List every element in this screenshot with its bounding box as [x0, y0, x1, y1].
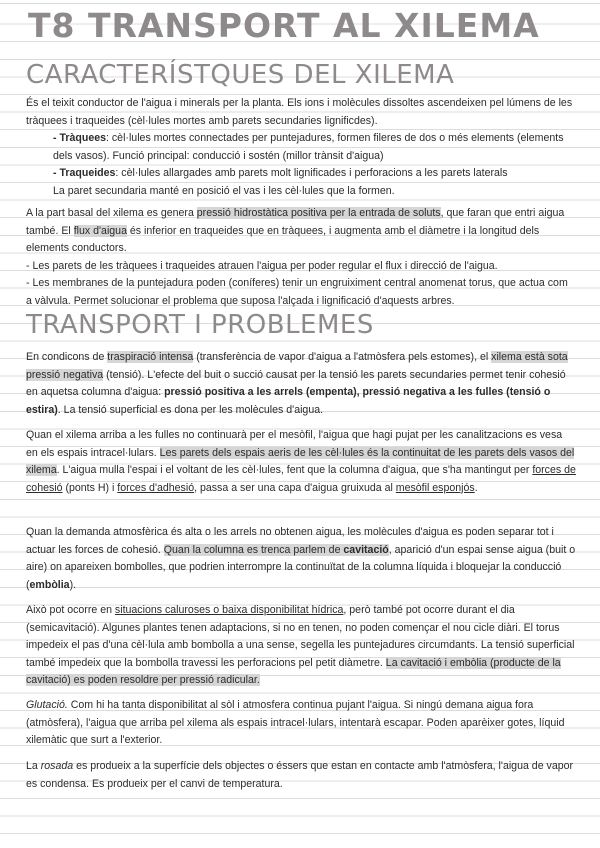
guttation-block	[26, 697, 576, 750]
xylem-definition-block	[26, 95, 576, 201]
highlight-root-pressure: La cavitació i embòlia (producte de la cavitació) es poden resoldre per pressió radicular.	[26, 656, 561, 687]
leaf-arrival-block	[26, 427, 576, 497]
text-run: Quan la columna es trenca parlem de	[163, 543, 344, 556]
text-run: . La tensió superficial es dona per les molècules d'aigua.	[57, 403, 324, 416]
semicavitation-paragraph	[26, 602, 576, 690]
text-run: és inferior en traqueides que en tràquees, i augmenta amb el diàmetre i la longitud dels elements conductors.	[26, 224, 540, 255]
underline-hot-conditions: situacions caluroses o baixa disponibilitat hídrica	[114, 604, 344, 616]
traqueides-label: - Traqueides	[53, 167, 116, 180]
text-run: En condicons de	[26, 351, 108, 363]
text-run: . L'aigua mulla l'espai i el voltant de les cèl·lules, fent que la columna d'aigua, que s'ha mantingut per	[56, 464, 533, 477]
bullet-torus: - Les membranes de la puntejadura poden (coníferes) tenir un engruiximent central anomenat torus, que actua com a vàlvula. Permet solucionar el problema que suposa l'alçada i lignificació d'aquests arbres.	[26, 277, 568, 307]
underline-spongy-mesophyll: mesòfil esponjós	[395, 481, 475, 494]
xylem-intro-paragraph: És el teixit conductor de l'aigua i minerals per la planta. Els ions i molècules dissoltes ascendeixen pel lúmens de les tràquees i traqueides (cèl·lules mortes amb parets secundaries lignificdes).	[26, 97, 573, 127]
guttation-paragraph	[26, 697, 576, 750]
page-title: T8 TRANSPORT AL XILEMA	[28, 6, 540, 45]
highlight-cavitation	[164, 544, 389, 556]
bullet-wall-attraction: - Les parets de les tràquees i traqueides atrauen l'aigua per poder regular el flux i direcció de l'aigua.	[26, 259, 498, 272]
traquees-text: : cèl·lules mortes connectades per puntejadures, formen fileres de dos o més elements (elements dels vasos). Funció principal: conducció i sostén (millor trànsit d'aigua)	[53, 132, 564, 162]
highlight-hydrostatic-pressure: pressió hidrostàtica positiva per la entrada de soluts	[196, 207, 441, 219]
secondary-wall-note: La paret secundaria manté en posició el vas i les cèl·lules que la formen.	[53, 184, 395, 197]
traquees-item	[26, 130, 576, 165]
dew-block	[26, 758, 576, 793]
text-run: , però també pot ocorre durant el dia (semicavitació). Algunes plantes tenen adaptacions, si no en tenen, no poden començar el nou cicle diàri. El torus impedeix el pas d'una cèl·lula amb bombolla a una sense, segella les puntejadures circumdants. La tensió superficial també impedeix que la bombolla travessi les perforacions pel petit diàmetre.	[26, 604, 575, 669]
traqueides-item	[26, 165, 576, 183]
transpiration-block	[26, 349, 576, 419]
text-run: La	[26, 760, 41, 772]
text-run: , que faran que entri aigua també. El	[26, 207, 565, 237]
bold-pressure-summary: pressió positiva a les arrels (empenta), pressió negativa a les fulles (tensió o estira)	[26, 386, 551, 416]
cavitation-block	[26, 524, 576, 594]
cavitation-paragraph	[26, 524, 576, 594]
highlight-negative-pressure: xilema està sota pressió negativa	[26, 351, 568, 381]
text-run: Això pot ocorre en	[26, 604, 115, 616]
bold-cavitation: cavitació	[343, 543, 389, 556]
semicavitation-block	[26, 602, 576, 690]
highlight-wall-continuity: Les parets dels espais aeris de les cèl·lules és la continuitat de les parets dels vasos del xilema	[26, 446, 575, 477]
text-run: (ponts H) i	[62, 481, 118, 494]
highlight-water-flow: flux d'aigua	[73, 224, 127, 237]
text-run: Quan la demanda atmosfèrica és alta o les arrels no obtenen aigua, les molècules d'aigua es poden separar tot i actuar les forces de cohesió.	[26, 526, 554, 556]
text-run: A la part basal del xilema es genera	[26, 207, 197, 219]
text-run: (tensió). L'efecte del buit o succió causat per la tensió les parets secundaries permet tenir cohesió en aquetsa columna d'aigua:	[26, 368, 566, 399]
underline-adhesion-forces: forces d'adhesió	[117, 481, 195, 494]
traquees-label: - Tràquees	[53, 132, 106, 145]
text-run: es produeix a la superfície dels objectes o éssers que estan en contacte amb l'atmòsfera, l'aigua de vapor es condensa. Es produeix per el canvi de temperatura.	[26, 760, 574, 790]
section-heading-transport-problems: TRANSPORT I PROBLEMES	[26, 310, 374, 340]
leaf-arrival-paragraph	[26, 427, 576, 497]
basal-pressure-block	[26, 205, 576, 311]
text-run: , aparició d'un espai sense aigua (buit o aire) on apareixen bombolles, que podrien interrompre la continuïtat de la columna líquida i bloquejar la conducció (	[26, 543, 576, 591]
italic-dew: rosada	[40, 760, 74, 772]
text-run: (transferència de vapor d'aigua a l'atmòsfera pels estomes), el	[193, 351, 492, 363]
text-run: Com hi ha tanta disponibilitat al sòl i atmosfera continua pujant l'aigua. Si ningú demana aigua fora (atmòsfera), l'aigua que arriba pel xilema als espais intracel·lulars, intentarà escapar. Poden aparèixer gotes, líquid xilemàtic que surt a l'exterior.	[26, 699, 565, 747]
text-run: Quan el xilema arriba a les fulles no continuarà per el mesòfil, l'aigua que hagi pujat per les canalitzacions es vesa en els espais intracel·lulars.	[26, 429, 563, 459]
underline-cohesion-forces: forces de cohesió	[26, 464, 576, 494]
basal-pressure-paragraph	[26, 205, 576, 258]
section-heading-xylem-characteristics: CARACTERÍSTQUES DEL XILEMA	[26, 60, 455, 90]
text-run: ).	[69, 578, 77, 591]
transpiration-paragraph	[26, 349, 576, 419]
text-run: , passa a ser una capa d'aigua gruixuda al	[194, 481, 396, 494]
italic-guttation: Glutació.	[26, 699, 68, 711]
traqueides-text: : cèl·lules allargades amb parets molt lignificades i perforacions a les parets laterals	[115, 167, 508, 180]
text-run: .	[474, 481, 478, 494]
dew-paragraph	[26, 758, 576, 793]
highlight-intense-transpiration: traspiració intensa	[107, 351, 194, 363]
bold-embolism: embòlia	[29, 578, 70, 591]
